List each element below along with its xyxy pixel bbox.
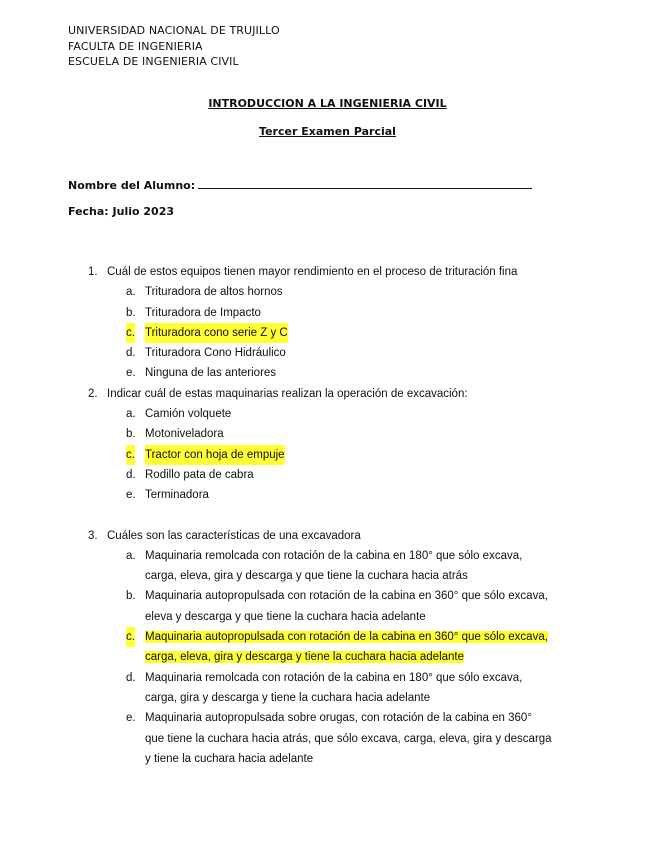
option-letter: c. [126,445,135,465]
option-text: Trituradora Cono Hidráulico [145,347,286,360]
question-number: 3. [88,529,98,542]
option-letter: d. [126,347,136,360]
option-letter: e. [126,489,136,502]
course-title: INTRODUCCION A LA INGENIERIA CIVIL [208,97,447,110]
option [107,546,588,587]
option-text: Trituradora cono serie Z y C [145,323,288,343]
question-1 [88,262,588,282]
option-text-line: Maquinaria remolcada con rotación de la cabina en 180° que sólo excava, [145,671,523,684]
question-number: 2. [88,387,98,400]
question-1-options [88,282,588,383]
school-name: ESCUELA DE INGENIERIA CIVIL [68,55,239,68]
option [107,404,588,424]
question-3 [88,526,588,546]
university-name: UNIVERSIDAD NACIONAL DE TRUJILLO [68,24,280,37]
question-text: Cuál de estos equipos tienen mayor rendimiento en el proceso de trituración fina [107,266,518,278]
option-text-line: carga, eleva, gira y descarga y tiene la cuchara hacia adelante [145,651,465,664]
option-highlighted [107,323,588,343]
option-letter: b. [126,428,136,441]
option [107,303,588,323]
spacer [88,506,588,526]
exam-title: Tercer Examen Parcial [259,125,396,138]
option-text: Ninguna de las anteriores [145,367,277,380]
student-name-blank[interactable] [198,176,532,189]
option-text: Rodillo pata de cabra [145,468,254,481]
institution-header [68,23,280,70]
option-text-line-wrap [145,647,588,667]
option [107,282,588,302]
option-text-line: Maquinaria autopropulsada con rotación de la cabina en 360° que sólo excava, [145,631,548,644]
option-text-line-wrap [145,627,588,647]
option-letter: d. [126,671,136,684]
option [107,586,588,627]
option-letter: a. [126,286,136,299]
option-highlighted [107,627,588,668]
question-text: Cuáles son las características de una excavadora [107,529,361,542]
option [107,363,588,383]
question-number: 1. [88,266,98,278]
option-text-line: carga, gira y descarga y tiene la cuchara hacia adelante [145,691,431,704]
option-text-line: Maquinaria autopropulsada sobre orugas, con rotación de la cabina en 360° [145,712,532,725]
option-letter: a. [126,408,136,421]
option [107,668,588,709]
exam-date: Fecha: Julio 2023 [68,205,174,218]
option-letter: b. [126,306,136,319]
student-name-label: Nombre del Alumno: [68,179,196,192]
option-highlighted [107,445,588,465]
option-text: Motoniveladora [145,428,224,441]
option-letter: e. [126,367,136,380]
question-text: Indicar cuál de estas maquinarias realizan la operación de excavación: [107,387,468,400]
option-text-line: carga, eleva, gira y descarga y que tiene la cuchara hacia atrás [145,570,468,583]
option [107,343,588,363]
option [107,424,588,444]
option-text-line: Maquinaria autopropulsada con rotación de la cabina en 360° que sólo excava, [145,590,548,603]
option-text: Trituradora de altos hornos [145,286,283,299]
option-letter: c. [126,627,135,647]
option [107,465,588,485]
option [107,485,588,505]
option-text: Trituradora de Impacto [145,306,261,319]
question-2 [88,384,588,404]
faculty-name: FACULTA DE INGENIERIA [68,39,203,53]
question-3-options [88,546,588,769]
option-letter: b. [126,590,136,603]
option-text: Camión volquete [145,408,232,421]
option [107,708,588,769]
option-letter: c. [126,323,135,343]
option-text: Terminadora [145,489,209,502]
student-name-field [68,176,532,192]
option-text-line: y tiene la cuchara hacia adelante [145,752,314,765]
option-text-line: que tiene la cuchara hacia atrás, que sólo excava, carga, eleva, gira y descarga [145,732,552,745]
option-letter: e. [126,712,136,725]
option-text: Tractor con hoja de empuje [145,445,285,465]
option-text-line: eleva y descarga y que tiene la cuchara hacia adelante [145,610,426,623]
option-text-line: Maquinaria remolcada con rotación de la cabina en 180° que sólo excava, [145,549,523,562]
option-letter: a. [126,549,136,562]
question-2-options [88,404,588,505]
option-letter: d. [126,468,136,481]
question-list [88,262,588,769]
